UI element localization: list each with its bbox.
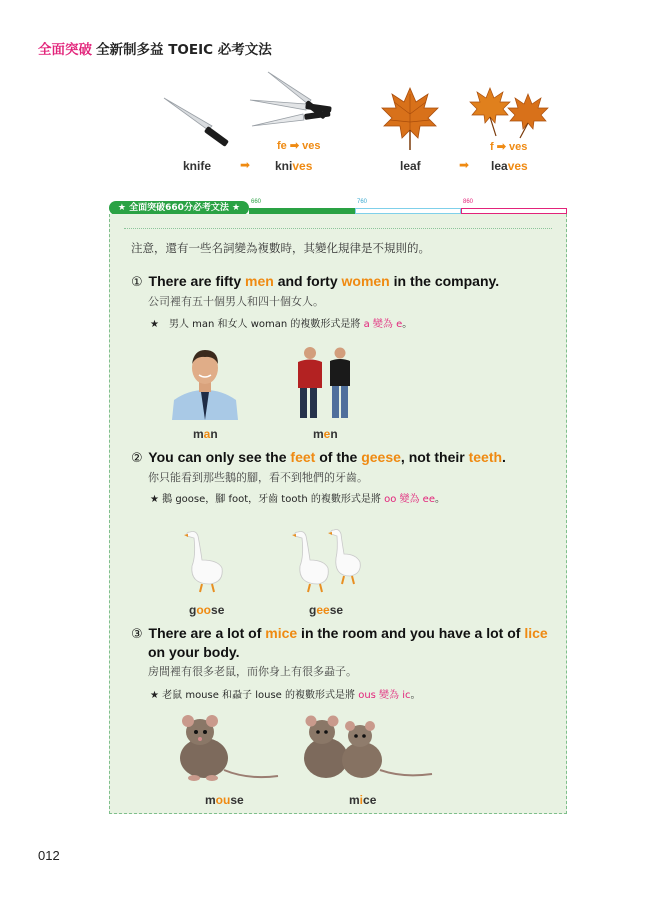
example-1-note: ★ 男人 man 和女人 woman 的複數形式是將 a 變為 e。	[150, 319, 413, 330]
page-number: 012	[38, 848, 60, 863]
leaf-illustration	[378, 84, 442, 152]
arrow-right-icon: ➡	[496, 141, 506, 153]
leaf-rule-from: f	[490, 141, 494, 153]
mice-illustration	[298, 712, 434, 784]
running-header	[38, 38, 272, 58]
caption-man: man	[193, 427, 218, 441]
caption-geese: geese	[309, 603, 344, 617]
leaf-rule	[490, 140, 527, 153]
geese-illustration	[290, 526, 364, 594]
level-label-660: 660	[251, 199, 262, 205]
men-photo	[292, 344, 360, 422]
header-brand: 全面突破	[38, 42, 92, 58]
knife-rule-from: fe	[277, 140, 287, 152]
level-label-860: 860	[463, 199, 474, 205]
caption-mice: mice	[349, 793, 377, 807]
knives-illustration	[248, 70, 343, 140]
example-1-chinese: 公司裡有五十個男人和四十個女人。	[148, 295, 324, 308]
arrow-right-icon: ➡	[459, 158, 470, 172]
example-2-note: ★ 鵝 goose，腳 foot，牙齒 tooth 的複數形式是將 oo 變為 ee。	[150, 494, 445, 505]
knife-rule	[277, 139, 320, 152]
man-photo	[168, 344, 242, 420]
arrow-right-icon: ➡	[289, 140, 300, 152]
example-2-chinese: 你只能看到那些鵝的腳，看不到牠們的牙齒。	[148, 471, 368, 484]
mouse-illustration	[168, 712, 280, 784]
knife-word: knife	[183, 159, 212, 173]
caption-mouse: mouse	[205, 793, 244, 807]
caption-goose: goose	[189, 603, 225, 617]
header-title: 全新制多益 TOEIC 必考文法	[96, 42, 272, 58]
knife-rule-to: ves	[302, 140, 321, 152]
example-3-note: ★ 老鼠 mouse 和蝨子 louse 的複數形式是將 ous 變為 ic。	[150, 690, 421, 701]
caption-men: men	[313, 427, 338, 441]
level-label-760: 760	[357, 199, 368, 205]
knife-illustration	[160, 92, 240, 152]
example-3-sentence-line2: on your body.	[148, 644, 240, 660]
leaf-rule-to: ves	[509, 141, 528, 153]
intro-text: 注意，還有一些名詞變為複數時，其變化規律是不規則的。	[131, 241, 430, 255]
leaf-word: leaf	[400, 159, 421, 173]
knives-word: knives	[275, 159, 313, 173]
example-2-sentence: ② You can only see the feet of the geese, not their teeth.	[131, 449, 506, 466]
example-1-sentence: ① There are fifty men and forty women in the company.	[131, 273, 500, 290]
level-badge: ★ 全面突破660分必考文法 ★	[109, 201, 249, 215]
goose-illustration	[182, 526, 228, 594]
leaves-word: leaves	[491, 159, 528, 173]
example-3-sentence: ③ There are a lot of mice in the room and you have a lot of lice	[131, 625, 548, 642]
arrow-right-icon: ➡	[240, 158, 251, 172]
example-3-chinese: 房間裡有很多老鼠，而你身上有很多蝨子。	[148, 665, 357, 678]
leaves-illustration	[466, 84, 556, 140]
